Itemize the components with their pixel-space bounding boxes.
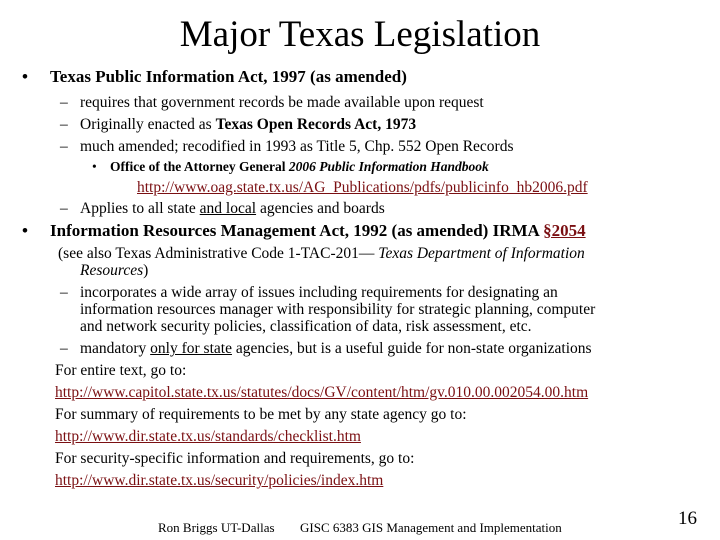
- item-text: Originally enacted as: [80, 116, 216, 133]
- dash: –: [60, 200, 68, 217]
- bullet1-heading: Texas Public Information Act, 1997 (as amended): [50, 67, 407, 86]
- sub-item-text: Office of the Attorney General: [110, 159, 289, 174]
- bullet2-item-1-line-3: and network security policies, classification of data, risk assessment, etc.: [80, 318, 532, 335]
- checklist-link[interactable]: http://www.dir.state.tx.us/standards/checklist.htm: [55, 428, 361, 445]
- sub-item-italic: 2006 Public Information Handbook: [288, 159, 489, 174]
- item-text: mandatory: [80, 340, 151, 357]
- page-number: 16: [678, 508, 697, 529]
- slide-title: Major Texas Legislation: [179, 14, 541, 55]
- item-text: agencies and boards: [256, 200, 385, 217]
- security-label: For security-specific information and requirements, go to:: [55, 450, 415, 467]
- bullet1-item-3: much amended; recodified in 1993 as Title 5, Chp. 552 Open Records: [80, 138, 514, 155]
- see-also-text: (see also Texas Administrative Code 1-TAC-201—: [58, 245, 379, 262]
- bullet-dot: •: [22, 67, 28, 86]
- see-also-line-2: [80, 261, 148, 280]
- item-text: Applies to all state: [80, 200, 200, 217]
- bullet2-item-1-line-2: information resources manager with responsibility for strategic planning, computer: [80, 301, 596, 318]
- item-text: agencies, but is a useful guide for non-state organizations: [231, 340, 592, 357]
- dash: –: [60, 284, 68, 301]
- bullet1-item-1: requires that government records be made available upon request: [80, 94, 484, 111]
- bullet2-item-2: [80, 339, 592, 358]
- dash: –: [60, 340, 68, 357]
- entire-text-label: For entire text, go to:: [55, 362, 187, 379]
- sub-bullet-dot: •: [92, 159, 97, 174]
- see-also-text: ): [143, 262, 149, 279]
- heading-text: Information Resources Management Act, 1992 (as amended) IRMA: [50, 221, 544, 240]
- dash: –: [60, 94, 68, 111]
- handbook-link[interactable]: http://www.oag.state.tx.us/AG_Publications/pdfs/publicinfo_hb2006.pdf: [137, 179, 588, 196]
- bullet2-item-1-line-1: incorporates a wide array of issues including requirements for designating an: [80, 284, 558, 301]
- dash: –: [60, 138, 68, 155]
- bullet2-heading: [50, 221, 586, 241]
- statute-link[interactable]: http://www.capitol.state.tx.us/statutes/docs/GV/content/htm/gv.010.00.002054.00.htm: [55, 384, 589, 401]
- bullet-dot: •: [22, 221, 28, 240]
- see-also-italic: Resources: [80, 262, 144, 279]
- bullet1-sub-item: [110, 158, 489, 175]
- see-also-italic: Texas Department of Information: [378, 245, 585, 262]
- irma-section-link[interactable]: §2054: [543, 221, 586, 240]
- bullet1-item-4: [80, 199, 385, 218]
- bullet1-item-2: [80, 115, 416, 134]
- item-underlined-text: only for state: [150, 340, 232, 357]
- footer-course: GISC 6383 GIS Management and Implementation: [300, 520, 562, 535]
- security-policies-link[interactable]: http://www.dir.state.tx.us/security/policies/index.htm: [55, 472, 384, 489]
- dash: –: [60, 116, 68, 133]
- summary-label: For summary of requirements to be met by any state agency go to:: [55, 406, 467, 423]
- item-bold-text: Texas Open Records Act, 1973: [215, 116, 417, 133]
- footer-author: Ron Briggs UT-Dallas: [158, 520, 275, 535]
- item-underlined-text: and local: [199, 200, 257, 217]
